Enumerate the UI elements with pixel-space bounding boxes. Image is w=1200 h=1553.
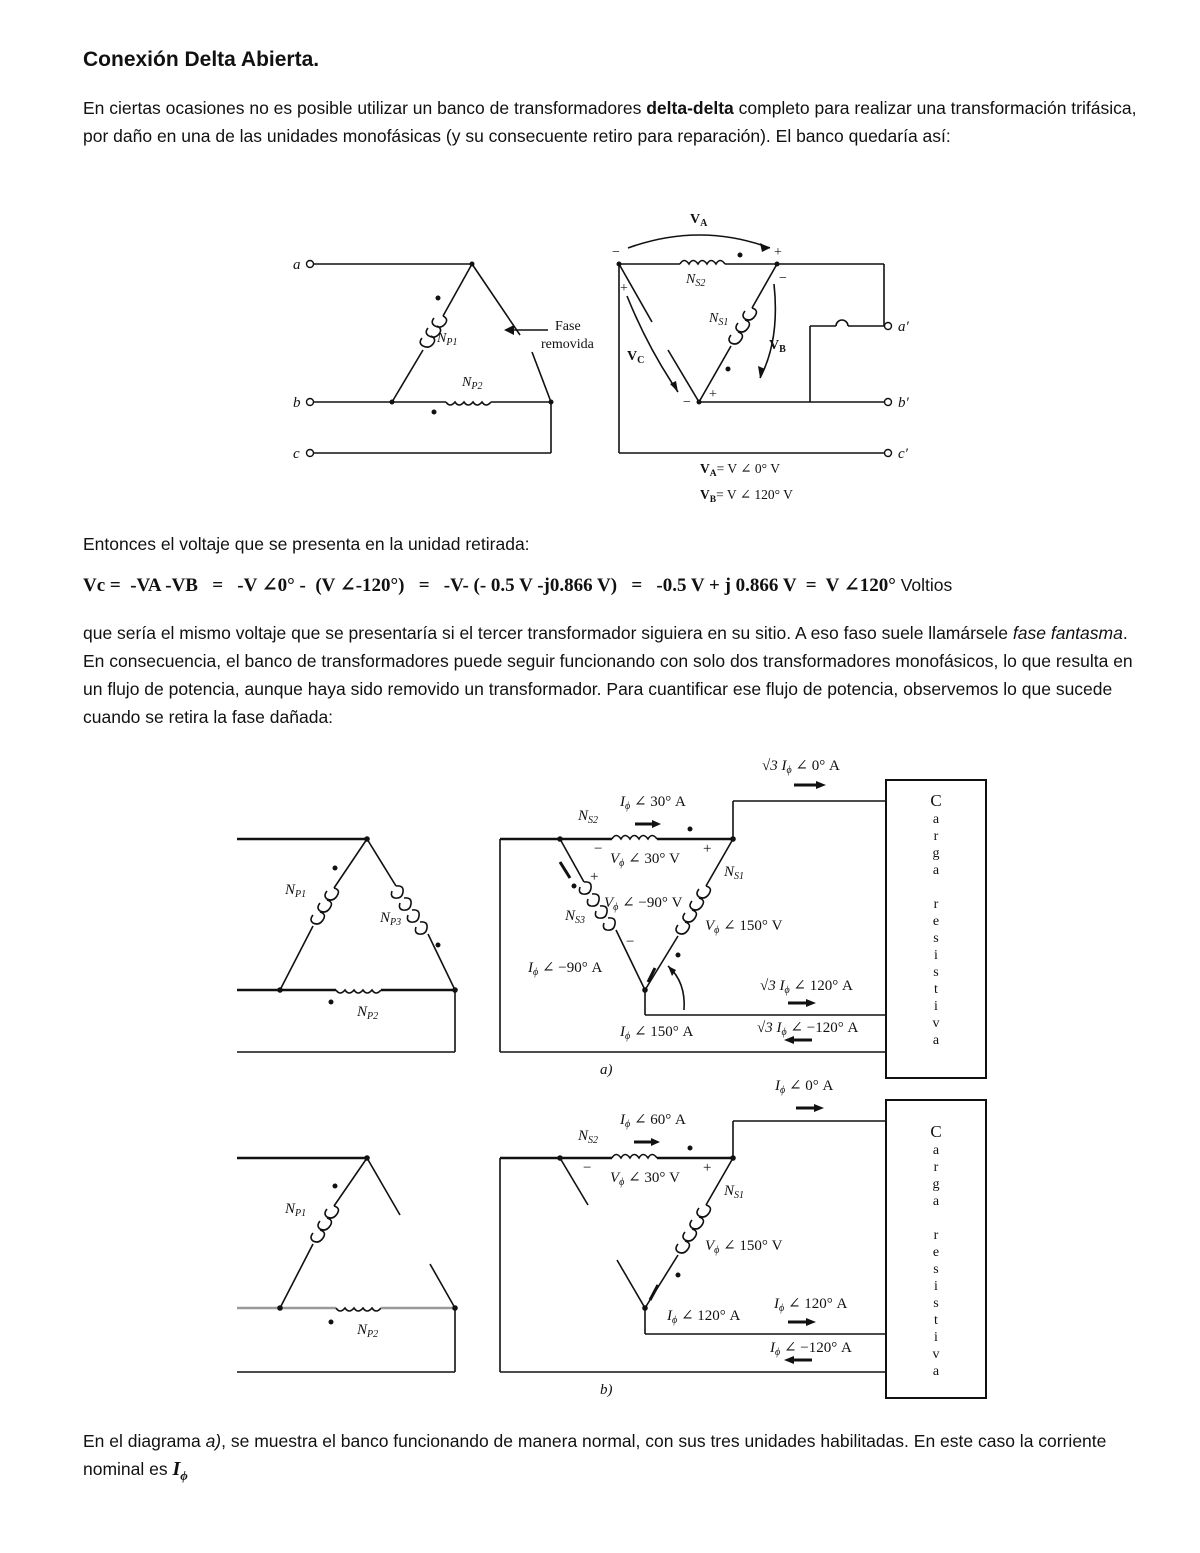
load-letter: t [934,982,938,997]
load-letter: C [930,791,942,810]
fig-a-current-ns2: $I_\phi$ ∠ 30° A [620,794,686,812]
svg-text:+: + [703,841,712,857]
load-label-b [930,1122,941,1379]
para3-text-2: , se muestra el banco funcionando de manera normal, con sus tres unidades habilitadas. En este caso la corriente nominal es [83,1431,1107,1479]
svg-text:+: + [590,869,599,885]
fig-a-ns3: $N_{S3}$ [565,908,586,926]
fig-b-current-top: $I_\phi$ ∠ 0° A [775,1078,834,1096]
load-letter: a [932,1033,940,1048]
para3-italic: a) [205,1431,222,1451]
load-letter: i [934,948,938,963]
fig-a-current-left: $I_\phi$ ∠ −90° A [528,960,603,978]
voltage-equation [83,574,1163,597]
fig-b-np2: $N_{P2}$ [357,1322,379,1340]
terminal-c: c [293,446,300,462]
load-letter: i [934,999,938,1014]
fig-a-current-top: √3 $I_\phi$ ∠ 0° A [762,758,840,776]
voltage-intro: Entonces el voltaje que se presenta en la unidad retirada: [83,534,530,554]
sign-minus-3: − [683,395,691,410]
sign-plus-2: + [620,281,628,296]
load-letter: v [932,1016,940,1031]
load-letter: C [930,1122,942,1141]
fig-b-current-mid: $I_\phi$ ∠ 120° A [774,1296,848,1314]
equation-va: $V_A= V$ ∠ 0° V [700,461,780,479]
equation-vb: $V_B= V$ ∠ 120° V [700,487,793,505]
fig-a-current-low: √3 $I_\phi$ ∠ −120° A [757,1020,859,1038]
svg-text:+: + [703,1160,712,1176]
intro-text-1: En ciertas ocasiones no es posible utilizar un banco de transformadores [83,98,647,118]
intro-text-2: completo para realizar una transformación trifásica, por daño en una de las unidades monofásicas (y su consecuente retiro para reparación). El banco quedaría así: [83,98,1137,146]
load-letter: r [933,1228,939,1243]
fig-b-caption: b) [600,1382,613,1398]
load-letter: r [933,1160,939,1175]
load-letter: a [932,1143,940,1158]
sign-minus-2: − [779,271,787,286]
fig-a-current-bottom: $I_\phi$ ∠ 150° A [620,1024,694,1042]
load-letter: g [932,1177,940,1192]
fig-b-current-ns2: $I_\phi$ ∠ 60° A [620,1112,686,1130]
load-letter: s [933,1262,939,1277]
para3-text-1: En el diagrama [83,1431,206,1451]
load-label-a [930,791,941,1048]
arrow-label-1: Fase [555,319,581,334]
load-letter: r [933,897,939,912]
current-symbol: $I_\phi$ [172,1458,188,1483]
load-letter: v [932,1347,940,1362]
load-letter: a [932,1194,940,1209]
arrow-label-2: removida [541,337,594,352]
load-letter: e [932,1245,940,1260]
closing-paragraph [83,1427,1153,1490]
intro-paragraph [83,94,1153,150]
load-letter: a [932,1364,940,1379]
fig-a-ns2: $N_{S2}$ [578,808,599,826]
fig-a-np1: $N_{P1}$ [285,882,307,900]
load-letter: a [932,863,940,878]
fig-b-voltage-ns2: $V_\phi$ ∠ 30° V [610,1170,681,1188]
load-letter: a [932,812,940,827]
load-letter: s [933,931,939,946]
label-ns2: $N_{S2}$ [686,272,706,289]
sign-plus-1: + [774,245,782,260]
para2-italic: fase fantasma [1012,623,1123,643]
load-letter: r [933,829,939,844]
para2-text-1: que sería el mismo voltaje que se presentaría si el tercer transformador siguiera en su sitio. A eso faso suele llamársele [83,623,1013,643]
label-np2: $N_{P2}$ [462,375,483,392]
label-vb: $V_B$ [769,338,786,355]
terminal-c-prime: c′ [898,446,908,462]
equation-main: Vc = -VA -VB = -V ∠0° - (V ∠-120°) = -V- (- 0.5 V -j0.866 V) = -0.5 V + j 0.866 V = V ∠120° [83,575,896,596]
open-delta-diagram [0,195,1200,515]
load-letter: t [934,1313,938,1328]
terminal-b: b [293,395,301,411]
label-ns1: $N_{S1}$ [709,311,729,328]
sign-plus-3: + [709,387,717,402]
phantom-phase-paragraph [83,619,1153,731]
load-letter: g [932,846,940,861]
intro-bold: delta-delta [646,98,734,118]
fig-b-np1: $N_{P1}$ [285,1201,307,1219]
label-np1: $N_{P1}$ [437,331,458,348]
fig-b-voltage-ns1: $V_\phi$ ∠ 150° V [705,1238,783,1256]
delta-bank-load-diagram [0,745,1200,1405]
load-letter: i [934,1279,938,1294]
sign-minus-1: − [612,245,620,260]
page-title: Conexión Delta Abierta. [83,48,320,71]
fig-b-current-low: $I_\phi$ ∠ −120° A [770,1340,852,1358]
label-vc: $V_C$ [627,349,645,366]
fig-a-caption: a) [600,1062,613,1078]
para2-text-2: . En consecuencia, el banco de transformadores puede seguir funcionando con solo dos transformadores monofásicos, lo que resulta en un flujo de potencia, aunque haya sido removido un transformador. Para cuantificar ese flujo de potencia, observemos lo que sucede cuando se retira la fase dañada: [83,623,1133,727]
terminal-a-prime: a′ [898,319,909,335]
fig-a-voltage-ns2: $V_\phi$ ∠ 30° V [610,851,681,869]
load-letter: i [934,1330,938,1345]
fig-a-voltage-ns1: $V_\phi$ ∠ 150° V [705,918,783,936]
fig-b-ns2: $N_{S2}$ [578,1128,599,1146]
fig-a-np2: $N_{P2}$ [357,1004,379,1022]
svg-text:−: − [583,1160,592,1176]
load-letter: s [933,965,939,980]
fig-b-ns1: $N_{S1}$ [724,1183,745,1201]
fig-b-current-inner: $I_\phi$ ∠ 120° A [667,1308,741,1326]
label-va: $V_A$ [690,212,708,229]
terminal-b-prime: b′ [898,395,909,411]
load-letter: e [932,914,940,929]
svg-text:−: − [594,841,603,857]
fig-a-ns1: $N_{S1}$ [724,864,745,882]
svg-text:−: − [626,934,635,950]
terminal-a: a [293,257,301,273]
equation-unit: Voltios [895,575,953,595]
load-letter: s [933,1296,939,1311]
fig-a-current-mid: √3 $I_\phi$ ∠ 120° A [760,978,853,996]
fig-a-voltage-ns3: $V_\phi$ ∠ −90° V [604,895,683,913]
fig-a-np3: $N_{P3}$ [380,910,402,928]
